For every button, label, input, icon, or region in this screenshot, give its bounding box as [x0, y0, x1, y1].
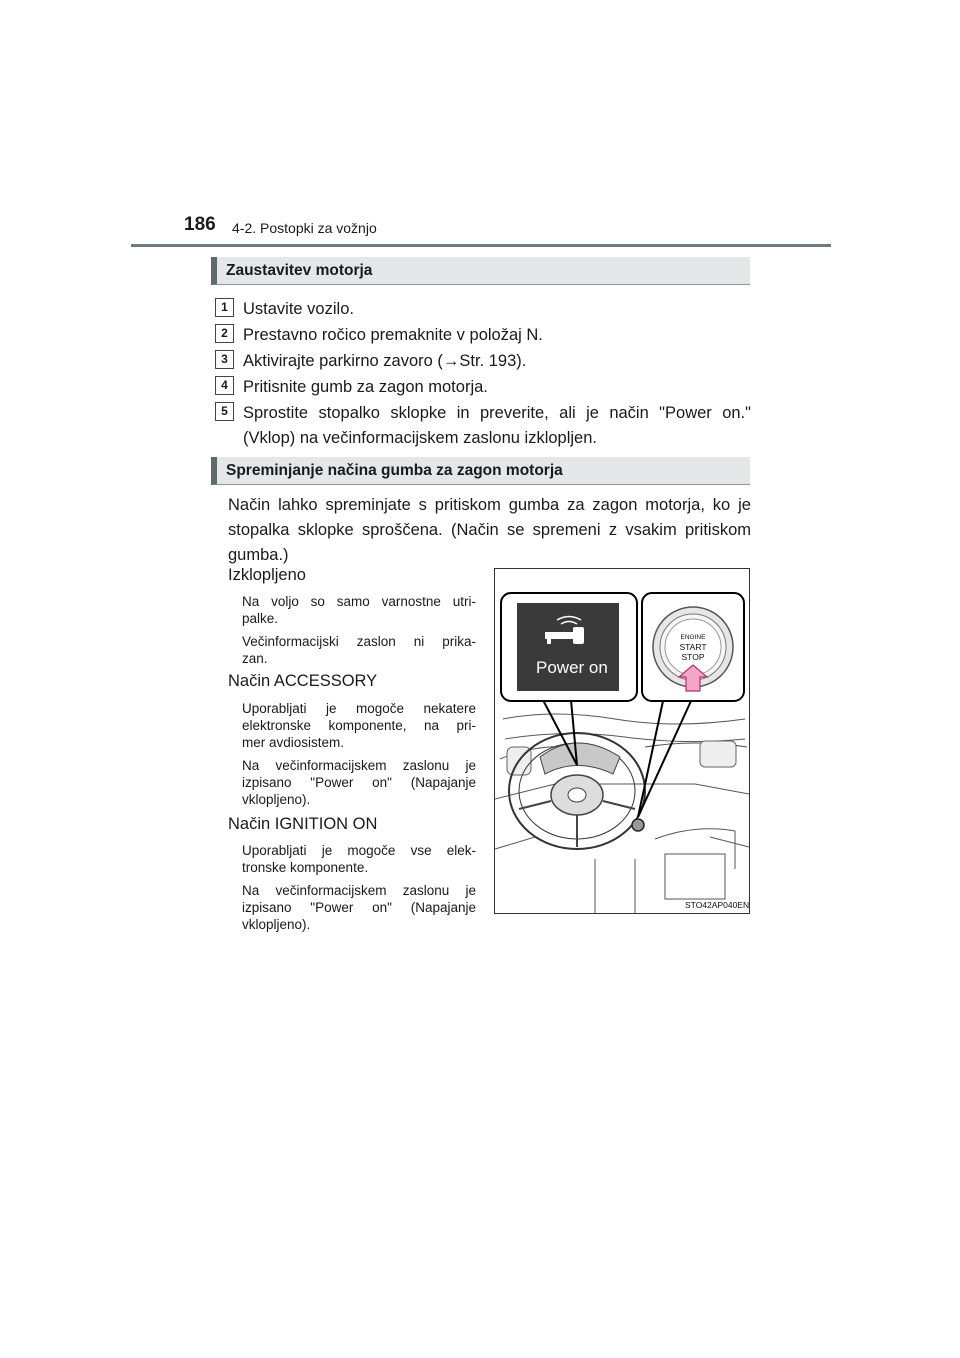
description-line: Na večinformacijskem zaslonu je: [242, 883, 476, 898]
paragraph-line: stopalka sklopke sproščena. (Način se spremeni z vsakim pritiskom: [228, 521, 751, 539]
step-badge: 2: [215, 324, 234, 343]
step-text: [243, 401, 751, 451]
mode-description: [242, 882, 476, 933]
button-label-engine: ENGINE: [680, 634, 706, 641]
intro-paragraph: [228, 493, 751, 568]
page-number: 186: [184, 214, 216, 235]
step-text: Pritisnite gumb za zagon motorja.: [243, 378, 488, 396]
mode-description: [242, 842, 476, 876]
display-power-on-text: Power on: [536, 658, 608, 677]
dashboard-drawing: [495, 569, 749, 913]
step-text-line: (Vklop) na večinformacijskem zaslonu izklopljen.: [243, 429, 597, 447]
step-badge: 4: [215, 376, 234, 395]
description-line: izpisano "Power on" (Napajanje: [242, 775, 476, 790]
paragraph-line: Način lahko spreminjate s pritiskom gumba za zagon motorja, ko je: [228, 496, 751, 514]
step-text: Ustavite vozilo.: [243, 300, 354, 318]
mode-description: [242, 593, 476, 627]
step-text-line: Sprostite stopalko sklopke in preverite, ali je način "Power on.": [243, 404, 751, 422]
description-line: elektronske komponente, na pri-: [242, 718, 476, 733]
section-heading-stop-engine: Zaustavitev motorja: [211, 257, 750, 285]
mode-description: [242, 700, 476, 751]
mode-title-accessory: Način ACCESSORY: [228, 672, 378, 690]
description-line: vklopljeno).: [242, 792, 311, 807]
mode-description: [242, 757, 476, 808]
dashboard-illustration: [494, 568, 750, 914]
mode-title-ignition-on: Način IGNITION ON: [228, 815, 378, 833]
description-line: Večinformacijski zaslon ni prika-: [242, 634, 476, 649]
step-text: Aktivirajte parkirno zavoro (→Str. 193).: [243, 352, 527, 370]
description-line: Uporabljati je mogoče nekatere: [242, 701, 476, 716]
description-line: Na voljo so samo varnostne utri-: [242, 594, 476, 609]
description-line: Uporabljati je mogoče vse elek-: [242, 843, 476, 858]
description-line: izpisano "Power on" (Napajanje: [242, 900, 476, 915]
mode-title-off: Izklopljeno: [228, 566, 306, 584]
description-line: palke.: [242, 611, 279, 626]
figure-code: STO42AP040EN: [685, 900, 750, 910]
step-text: Prestavno ročico premaknite v položaj N.: [243, 326, 543, 344]
description-line: mer avdiosistem.: [242, 735, 345, 750]
description-line: Na večinformacijskem zaslonu je: [242, 758, 476, 773]
mode-description: [242, 633, 476, 667]
paragraph-line: gumba.): [228, 546, 289, 564]
description-line: tronske komponente.: [242, 860, 369, 875]
step-badge: 5: [215, 402, 234, 421]
button-label-start: START: [679, 642, 707, 652]
step-badge: 1: [215, 298, 234, 317]
section-heading-change-mode: Spreminjanje načina gumba za zagon motorja: [211, 457, 750, 485]
running-title: 4-2. Postopki za vožnjo: [232, 220, 377, 236]
description-line: zan.: [242, 651, 268, 666]
header-divider: [131, 244, 831, 247]
step-badge: 3: [215, 350, 234, 369]
button-label-stop: STOP: [681, 652, 705, 662]
description-line: vklopljeno).: [242, 917, 311, 932]
